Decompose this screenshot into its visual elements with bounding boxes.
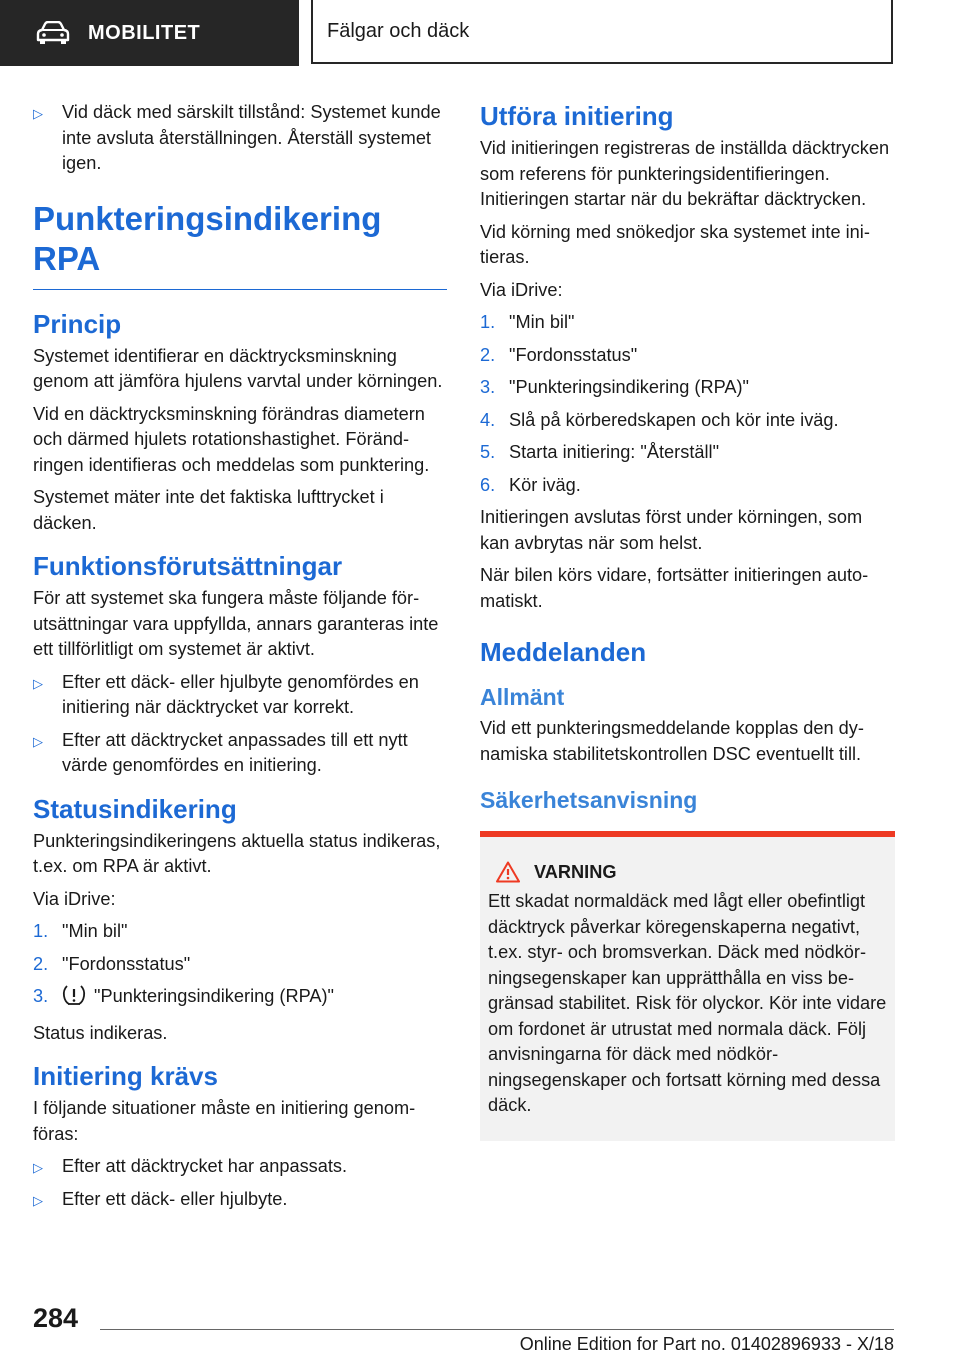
heading-init-krav: Initiering krävs bbox=[33, 1061, 218, 1091]
main-heading: Punkteringsindikering RPA bbox=[33, 199, 447, 290]
triangle-bullet-icon: ▷ bbox=[33, 106, 43, 121]
list-item: ▷ Efter ett däck- eller hjulbyte genomfördes en initiering när däcktrycket var korrekt. bbox=[33, 671, 419, 717]
paragraph: När bilen körs vidare, fortsätter initieringen automatiskt. bbox=[480, 565, 869, 611]
triangle-bullet-icon: ▷ bbox=[33, 1160, 43, 1175]
list-item: 2. "Fordonsstatus" bbox=[480, 344, 638, 365]
paragraph: I följande situationer måste en initiering genomföras: bbox=[33, 1098, 416, 1144]
left-column bbox=[33, 100, 447, 1219]
footer-edition: Online Edition for Part no. 01402896933 - X/18 bbox=[519, 1334, 894, 1354]
intro-bullet-list bbox=[33, 100, 447, 177]
list-item: 3. "Punkteringsindikering (RPA)" bbox=[480, 377, 750, 397]
init-krav-bullet-list bbox=[33, 1154, 447, 1212]
heading-allmant: Allmänt bbox=[480, 684, 565, 710]
utfora-steps bbox=[480, 310, 895, 498]
footer-divider bbox=[100, 1329, 894, 1330]
paragraph: Via iDrive: bbox=[33, 888, 116, 909]
heading-utfora: Utföra initiering bbox=[480, 101, 674, 131]
paragraph: Systemet mäter inte det faktiska lufttrycket i däcken. bbox=[33, 487, 384, 533]
paragraph: Vid körning med snökedjor ska systemet inte initieras. bbox=[480, 221, 870, 267]
list-item: ▷ Vid däck med särskilt tillstånd: Systemet kunde inte avsluta återställningen. Återställ systemet igen. bbox=[33, 102, 441, 173]
tire-warning-icon bbox=[62, 984, 86, 1014]
list-item: 5. Starta initiering: "Återställ" bbox=[480, 442, 720, 462]
paragraph: Vid en däcktrycksminskning förändras diametern och därmed hjulets rotationshastighet. Förändringen identifieras och meddelas som punktering. bbox=[33, 403, 430, 475]
triangle-bullet-icon: ▷ bbox=[33, 675, 43, 691]
paragraph: Status indikeras. bbox=[33, 1022, 168, 1043]
funktion-bullet-list bbox=[33, 670, 447, 779]
list-item: ▷ Efter att däcktrycket anpassades till ett nytt värde genomfördes en initiering. bbox=[33, 729, 408, 775]
heading-funktion: Funktionsförutsättningar bbox=[33, 551, 343, 581]
warning-triangle-icon bbox=[496, 861, 520, 883]
right-column bbox=[480, 100, 895, 1141]
paragraph: Systemet identifierar en däcktrycksminskning genom att jämföra hjulens varvtal under körningen. bbox=[33, 345, 443, 391]
list-item: ▷ Efter att däcktrycket har anpassats. bbox=[33, 1154, 447, 1180]
heading-sakerhet: Säkerhetsanvisning bbox=[480, 787, 698, 813]
warning-text: Ett skadat normaldäck med lågt eller obefintligt däcktryck påverkar köregenskaperna negativt, t.ex. styr- och bromsverkan. Däck med nödkörningsegenskaper kan upprätthålla en viss begränsad stabilitet. Risk för olyckor. Kör inte vidare om fordonet är utrustat med normala däck. Följ anvisningarna för däck med nödkörningsegenskaper och fortsatt körning med dessa däck. bbox=[488, 891, 887, 1115]
section-tab bbox=[0, 0, 299, 66]
heading-princip: Princip bbox=[33, 308, 122, 339]
car-icon bbox=[36, 21, 70, 45]
heading-status: Statusindikering bbox=[33, 793, 237, 824]
chapter-title: Fälgar och däck bbox=[311, 0, 893, 64]
page-number: 284 bbox=[33, 1303, 79, 1333]
paragraph: Vid initieringen registreras de inställda däcktrycken som referens för punkteringsidentifieringen. Initieringen startar när du bekräftar däcktrycken. bbox=[480, 138, 890, 209]
list-item: 4. Slå på körberedskapen och kör inte iväg. bbox=[480, 409, 839, 430]
list-item: 1. "Min bil" bbox=[480, 312, 575, 332]
paragraph: Via iDrive: bbox=[480, 279, 563, 300]
heading-meddelanden: Meddelanden bbox=[480, 637, 647, 667]
list-item: ▷ Efter ett däck- eller hjulbyte. bbox=[33, 1187, 447, 1213]
section-title: MOBILITET bbox=[88, 21, 201, 44]
triangle-bullet-icon: ▷ bbox=[33, 733, 43, 749]
paragraph: För att systemet ska fungera måste följande förutsättningar vara uppfyllda, annars garanteras inte ett tillförlitligt om systemet är aktivt. bbox=[33, 588, 439, 659]
paragraph: Punkteringsindikeringens aktuella status indikeras, t.ex. om RPA är aktivt. bbox=[33, 830, 441, 876]
list-item: 1. "Min bil" bbox=[33, 921, 128, 941]
page-header bbox=[0, 0, 960, 66]
warning-title: VARNING bbox=[496, 861, 887, 883]
paragraph: Initieringen avslutas först under körningen, som kan avbrytas när som helst. bbox=[480, 507, 863, 553]
list-item: 6. Kör iväg. bbox=[480, 474, 581, 495]
triangle-bullet-icon: ▷ bbox=[33, 1192, 43, 1208]
paragraph: Vid ett punkteringsmeddelande kopplas den dynamiska stabilitetskontrollen DSC eventuellt till. bbox=[480, 718, 864, 764]
list-item: 3. "Punkteringsindikering (RPA)" bbox=[33, 984, 447, 1014]
list-item: 2. "Fordonsstatus" bbox=[33, 953, 191, 974]
status-steps bbox=[33, 919, 447, 1014]
warning-box bbox=[480, 831, 895, 1141]
